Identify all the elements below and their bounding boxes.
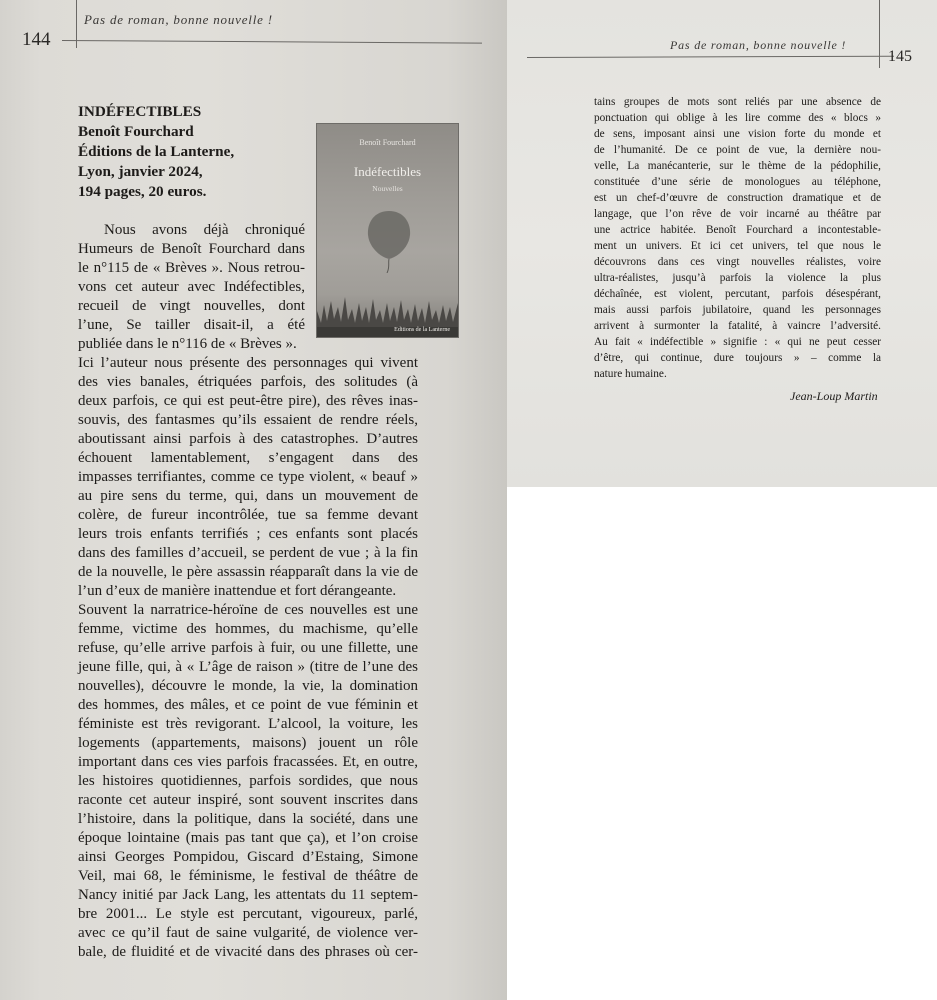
text-line: souvis, des fantasmes qu’ils essaient de rendre réels, bbox=[78, 412, 418, 428]
header-rule bbox=[62, 40, 482, 44]
text-line: logements (appartements, maisons) jouent un rôle bbox=[78, 735, 418, 751]
running-title-left: Pas de roman, bonne nouvelle ! bbox=[84, 12, 273, 27]
text-line: avec ce qu’il faut de saine vulgarité, de violence ver- bbox=[78, 925, 418, 941]
text-line: arrivent à surmonter la fatalité, à vaincre l’adversité. bbox=[594, 320, 881, 332]
text-line: ainsi Georges Pompidou, Giscard d’Estaing, Simone bbox=[78, 849, 418, 865]
text-line: impasses terrifiantes, comme ce type violent, « beauf » bbox=[78, 469, 418, 485]
balloon-icon bbox=[362, 207, 416, 273]
text-line: mais aussi parfois jubilatoire, quand les personnages bbox=[594, 304, 881, 316]
text-line: l’histoire, dans la politique, dans la société, dans une bbox=[78, 811, 418, 827]
book-publisher: Éditions de la Lanterne, bbox=[78, 143, 235, 160]
book-title: INDÉFECTIBLES bbox=[78, 103, 202, 120]
text-line: bale, de fluidité et de vivacité dans des phrases où cer- bbox=[78, 944, 418, 960]
text-line: époque lointaine (mais pas tant que ça), et l’on croise bbox=[78, 830, 418, 846]
text-line: Humeurs de Benoît Fourchard dans bbox=[78, 241, 305, 257]
text-line: découvrons dans ces vingt nouvelles réalistes, voire bbox=[594, 256, 881, 268]
text-line: nouvelles), découvre le monde, la vie, la domination bbox=[78, 678, 418, 694]
text-line: femme, victime des hommes, du machisme, qu’elle bbox=[78, 621, 418, 637]
text-line: jeune fille, qui, à « L’âge de raison » (titre de l’une des bbox=[78, 659, 418, 675]
text-line: Ici l’auteur nous présente des personnages qui vivent bbox=[78, 355, 418, 371]
text-line: est un chef-d’œuvre de construction dramatique et de bbox=[594, 192, 881, 204]
text-line: Veil, mai 68, le féminisme, le festival de théâtre de bbox=[78, 868, 418, 884]
text-line: leurs trois enfants terrifiés ; ces enfants sont placés bbox=[78, 526, 418, 542]
cover-author: Benoît Fourchard bbox=[359, 138, 416, 147]
text-line: vons cet auteur avec Indéfectibles, bbox=[78, 279, 305, 295]
text-line: les histoires quotidiennes, parfois sordides, que nous bbox=[78, 773, 418, 789]
text-line: nature humaine. bbox=[594, 368, 667, 380]
text-line: aboutissant ainsi parfois à des catastrophes. D’autres bbox=[78, 431, 418, 447]
text-line: dans des familles d’accueil, se perdent de vue ; à la fin bbox=[78, 545, 418, 561]
text-line: déchaînée, est violent, percutant, parfois désespérant, bbox=[594, 288, 881, 300]
book-author: Benoît Fourchard bbox=[78, 123, 194, 140]
page-number-left: 144 bbox=[22, 29, 51, 50]
text-line: d’être, qui continue, dure toujours » – comme la bbox=[594, 352, 881, 364]
text-line: de la nouvelle, le père assassin réapparaît dans la vie de bbox=[78, 564, 418, 580]
book-place-date: Lyon, janvier 2024, bbox=[78, 163, 203, 180]
text-line: de sens, imposant ainsi une vision forte du monde et bbox=[594, 128, 881, 140]
signature: Jean-Loup Martin bbox=[790, 389, 878, 403]
running-title-right: Pas de roman, bonne nouvelle ! bbox=[670, 38, 847, 52]
text-line: féministe est très revigorant. L’alcool, la voiture, les bbox=[78, 716, 418, 732]
text-line: au pire sens du terme, qui, dans un mouvement de bbox=[78, 488, 418, 504]
review-heading bbox=[78, 102, 234, 202]
text-line: recueil de vingt nouvelles, dont bbox=[78, 298, 305, 314]
text-line: l’une, Se tailler disait-il, a été bbox=[78, 317, 305, 333]
cover-subtitle: Nouvelles bbox=[372, 184, 403, 193]
text-line: Au fait « indéfectible » signifie : « qui ne peut cesser bbox=[594, 336, 881, 348]
text-line: Nous avons déjà chroniqué bbox=[104, 222, 305, 238]
book-cover bbox=[316, 123, 459, 338]
page-number-right: 145 bbox=[888, 48, 912, 65]
text-line: une actrice habitée. Benoît Fourchard a incontestable- bbox=[594, 224, 881, 236]
text-line: Souvent la narratrice-héroïne de ces nouvelles est une bbox=[78, 602, 418, 618]
cover-publisher: Editions de la Lanterne bbox=[394, 327, 450, 333]
text-line: échouent lamentablement, s’engagent dans des bbox=[78, 450, 418, 466]
text-line: publiée dans le n°116 de « Brèves ». bbox=[78, 336, 297, 352]
text-line: de l’humanité. De ce point de vue, la dernière nou- bbox=[594, 144, 881, 156]
text-line: langage, que l’on rêve de voir incarné au théâtre par bbox=[594, 208, 881, 220]
text-line: des hommes, des mâles, et ce point de vue féminin et bbox=[78, 697, 418, 713]
text-line: le n°115 de « Brèves ». Nous retrou- bbox=[78, 260, 305, 276]
text-line: ment un univers. Et ici cet univers, tel que nous le bbox=[594, 240, 881, 252]
text-line: ponctuation qui oblige à les lire comme des « blocs » bbox=[594, 112, 881, 124]
text-line: tains groupes de mots sont reliés par une absence de bbox=[594, 96, 881, 108]
header-rule bbox=[527, 56, 894, 58]
text-line: constituée d’une série de monologues au téléphone, bbox=[594, 176, 881, 188]
text-line: des vies banales, étriquées parfois, des solitudes (à bbox=[78, 374, 418, 390]
book-details: 194 pages, 20 euros. bbox=[78, 183, 207, 200]
cover-title: Indéfectibles bbox=[353, 164, 422, 179]
text-line: refuse, qu’elle arrive parfois à fuir, ou une fillette, une bbox=[78, 640, 418, 656]
text-line: bre 2001... Le style est percutant, vigoureux, parlé, bbox=[78, 906, 418, 922]
header-rule-vertical bbox=[879, 0, 880, 68]
text-line: deux parfois, ce qui est peut-être pire), des rêves inas- bbox=[78, 393, 418, 409]
text-line: important dans ces vies parfois fracassées. Et, en outre, bbox=[78, 754, 418, 770]
text-line: velle, La manécanterie, sur le thème de la pédophilie, bbox=[594, 160, 881, 172]
text-line: l’un d’eux de manière inattendue et fort dérangeante. bbox=[78, 583, 397, 599]
text-line: colère, de fureur incontrôlée, tue sa femme devant bbox=[78, 507, 418, 523]
text-line: raconte cet auteur inspiré, sont souvent inscrites dans bbox=[78, 792, 418, 808]
text-line: Nancy initié par Jack Lang, les attentats du 11 septem- bbox=[78, 887, 418, 903]
text-line: ultra-réalistes, jusqu’à parfois la violence la plus bbox=[594, 272, 881, 284]
